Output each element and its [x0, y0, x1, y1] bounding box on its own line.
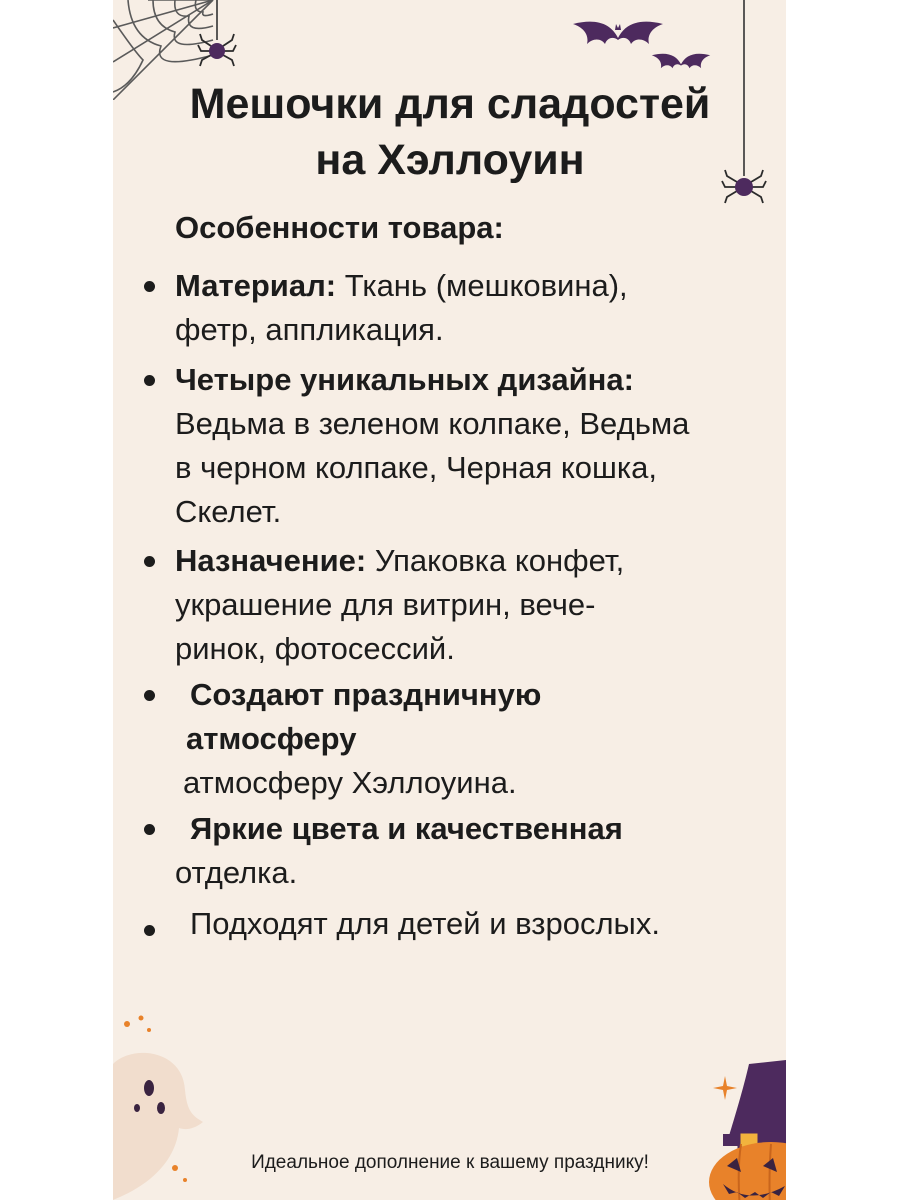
bullet-icon [144, 824, 155, 835]
item-label: Четыре уникальных дизайна: [175, 362, 634, 397]
bullet-icon [144, 556, 155, 567]
title-line-2: на Хэллоуин [315, 136, 585, 184]
list-item [175, 539, 624, 583]
list-item [175, 264, 628, 308]
item-text: Ведьма в зеленом колпаке, Ведьма [175, 406, 690, 441]
item-text: Упаковка конфет, [374, 543, 625, 578]
features-heading: Особенности товара: [175, 210, 504, 245]
bullet-icon [144, 925, 155, 936]
bat-icon [651, 50, 711, 76]
sparkle-icon [119, 1010, 159, 1040]
bullet-icon [144, 281, 155, 292]
bullet-icon [144, 690, 155, 701]
title-line-1: Мешочки для сладостей [189, 80, 711, 128]
item-text: отделка. [175, 855, 298, 890]
item-label: Материал: [175, 268, 337, 303]
item-text: Ткань (мешковина), [344, 268, 628, 303]
ghost-icon [113, 1050, 213, 1200]
item-label: атмосферу [186, 721, 357, 756]
item-label: Создают праздничную [190, 677, 542, 712]
item-text: украшение для витрин, вече- [175, 587, 596, 622]
footer-tagline: Идеальное дополнение к вашему празднику! [251, 1152, 649, 1173]
spider-icon [197, 0, 237, 72]
bat-icon [573, 16, 663, 56]
item-text: в черном колпаке, Черная кошка, [175, 450, 657, 485]
item-label: Назначение: [175, 543, 367, 578]
item-text: фетр, аппликация. [175, 312, 444, 347]
item-text: Подходят для детей и взрослых. [190, 906, 660, 941]
item-text: Скелет. [175, 494, 282, 529]
item-text: ринок, фотосессий. [175, 631, 455, 666]
item-label: Яркие цвета и качественная [190, 811, 623, 846]
bullet-icon [144, 375, 155, 386]
item-text: атмосферу Хэллоуина. [183, 765, 517, 800]
page-title [0, 76, 900, 188]
pumpkin-icon [701, 1060, 786, 1200]
